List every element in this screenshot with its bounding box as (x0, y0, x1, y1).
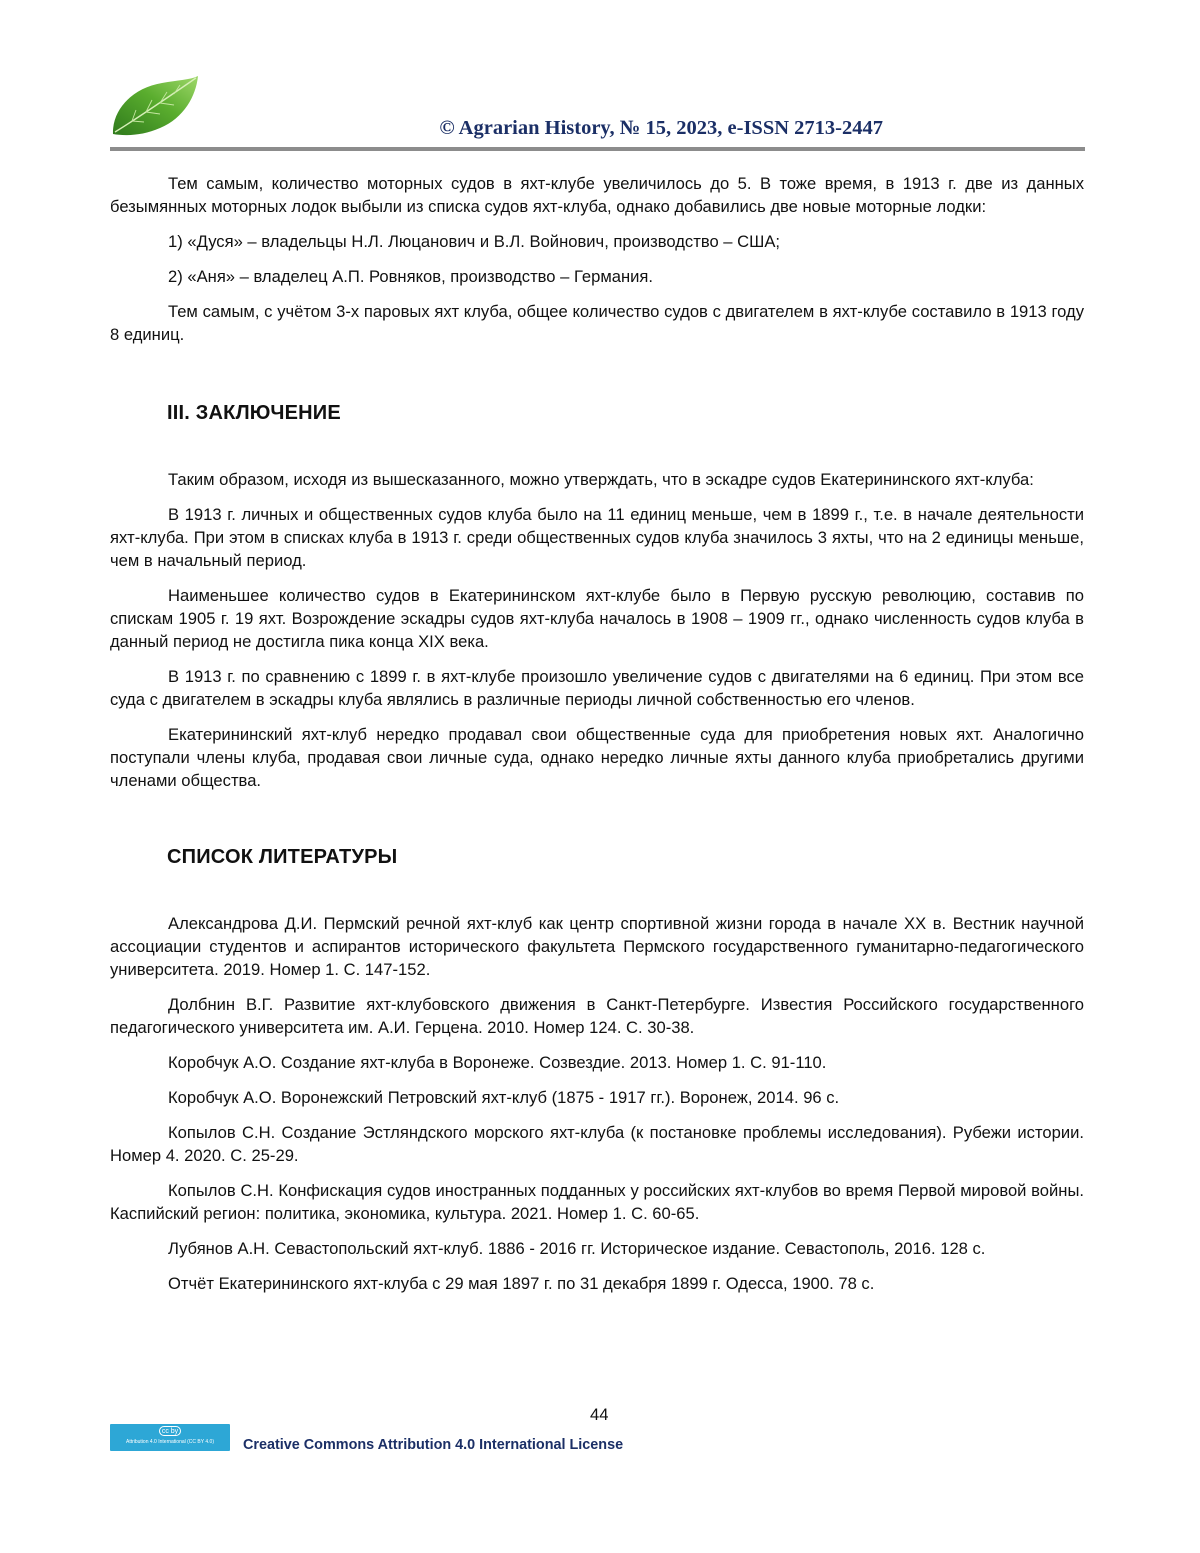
cc-badge-text: Attribution 4.0 International (CC BY 4.0) (125, 1439, 214, 1445)
body-paragraph: Тем самым, с учётом 3-х паровых яхт клуба, общее количество судов с двигателем в яхт-клубе составило в 1913 году 8 единиц. (110, 302, 1084, 344)
cc-by-icon: cc by (159, 1426, 181, 1436)
body-paragraph: Тем самым, количество моторных судов в яхт-клубе увеличилось до 5. В тоже время, в 1913 г. две из данных безымянных моторных лодок выбыли из списка судов яхт-клуба, однако добавились две новые моторные лодки: (110, 174, 1084, 216)
license-link[interactable]: Creative Commons Attribution 4.0 International License (243, 1437, 624, 1453)
reference-item: Отчёт Екатерининского яхт-клуба с 29 мая 1897 г. по 31 декабря 1899 г. Одесса, 1900. 78 с. (168, 1274, 875, 1293)
reference-item: Копылов С.Н. Конфискация судов иностранных подданных у российских яхт-клубов во время Первой мировой войны. Каспийский регион: политика, экономика, культура. 2021. Номер 1. С. 60-65. (110, 1181, 1084, 1223)
page-number: 44 (590, 1405, 609, 1424)
reference-item: Долбнин В.Г. Развитие яхт-клубовского движения в Санкт-Петербурге. Известия Российского государственного педагогического университета им. А.И. Герцена. 2010. Номер 124. С. 30-38. (110, 995, 1084, 1037)
reference-item: Лубянов А.Н. Севастопольский яхт-клуб. 1886 - 2016 гг. Историческое издание. Севастополь, 2016. 128 с. (168, 1239, 986, 1258)
reference-item: Коробчук А.О. Создание яхт-клуба в Воронеже. Созвездие. 2013. Номер 1. С. 91-110. (168, 1053, 827, 1072)
reference-item: Коробчук А.О. Воронежский Петровский яхт-клуб (1875 - 1917 гг.). Воронеж, 2014. 96 с. (168, 1088, 840, 1107)
reference-item: Копылов С.Н. Создание Эстляндского морского яхт-клуба (к постановке проблемы исследования). Рубежи истории. Номер 4. 2020. С. 25-29. (110, 1123, 1084, 1165)
conclusion-paragraph: Наименьшее количество судов в Екатерининском яхт-клубе было в Первую русскую революцию, составив по спискам 1905 г. 19 яхт. Возрождение эскадры судов яхт-клуба началось в 1908 – 1909 гг., однако численность судов клуба в данный период не достигла пика конца XIX века. (110, 586, 1084, 651)
conclusion-paragraph: В 1913 г. по сравнению с 1899 г. в яхт-клубе произошло увеличение судов с двигателями на 6 единиц. При этом все суда с двигателем в эскадры клуба являлись в различные периоды личной собственностью его членов. (110, 667, 1084, 709)
reference-item: Александрова Д.И. Пермский речной яхт-клуб как центр спортивной жизни города в начале XX в. Вестник научной ассоциации студентов и аспирантов исторического факультета Пермского государственного гуманитарно-педагогического университета. 2019. Номер 1. С. 147-152. (110, 914, 1084, 979)
conclusion-paragraph: Таким образом, исходя из вышесказанного, можно утверждать, что в эскадре судов Екатерининского яхт-клуба: (168, 470, 1034, 489)
cc-license-badge[interactable] (110, 1424, 230, 1451)
conclusion-paragraph: Екатерининский яхт-клуб нередко продавал свои общественные суда для приобретения новых яхт. Аналогично поступали члены клуба, продавая свои личные суда, однако нередко личные яхты данного клуба приобретались другими членами общества. (110, 725, 1084, 790)
header-divider (110, 147, 1085, 151)
conclusion-heading: III. ЗАКЛЮЧЕНИЕ (167, 402, 341, 424)
list-item: 2) «Аня» – владелец А.П. Ровняков, производство – Германия. (168, 267, 653, 286)
journal-title: © Agrarian History, № 15, 2023, e-ISSN 2713-2447 (439, 117, 883, 139)
article-content (110, 172, 1084, 1295)
references-heading: СПИСОК ЛИТЕРАТУРЫ (167, 846, 398, 868)
conclusion-paragraph: В 1913 г. личных и общественных судов клуба было на 11 единиц меньше, чем в 1899 г., т.е. в начале деятельности яхт-клуба. При этом в списках клуба в 1913 г. среди общественных судов клуба значилось 3 яхты, что на 2 единицы меньше, чем в начальный период. (110, 505, 1084, 570)
page-header (110, 70, 1085, 152)
list-item: 1) «Дуся» – владельцы Н.Л. Люцанович и В.Л. Войнович, производство – США; (168, 232, 780, 251)
leaf-icon (110, 74, 202, 138)
